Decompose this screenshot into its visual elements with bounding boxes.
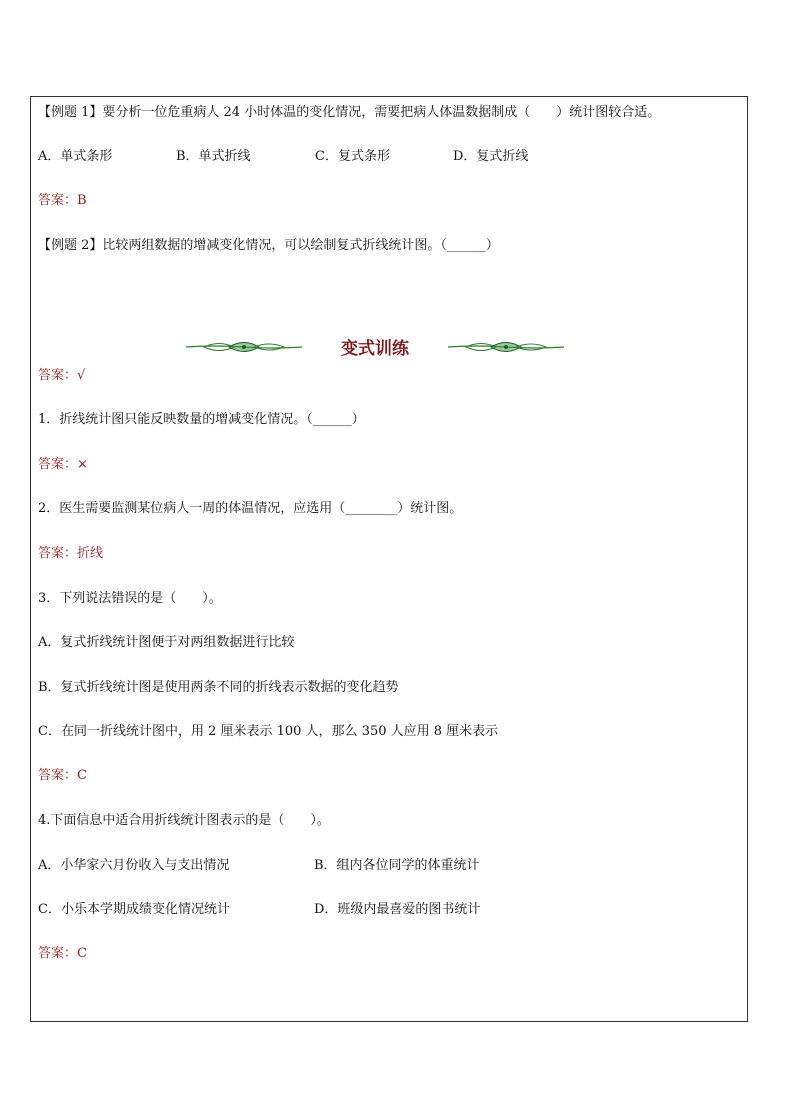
q1-question: 1．折线统计图只能反映数量的增减变化情况。（______） [38,412,365,427]
q3-answer: 答案：C [38,768,87,783]
q3-option-a: A．复式折线统计图便于对两组数据进行比较 [38,635,295,650]
right-vine-ornament-icon [446,338,566,356]
q4-option-a: A．小华家六月份收入与支出情况 [38,858,230,873]
q4-answer: 答案：C [38,946,87,961]
q2-answer: 答案：折线 [38,546,104,561]
example1-option-b: B．单式折线 [176,149,251,164]
example1-question: 【例题 1】要分析一位危重病人 24 小时体温的变化情况，需要把病人体温数据制成（ ）统计图较合适。 [38,105,661,120]
q4-option-d: D．班级内最喜爱的图书统计 [314,902,481,917]
q4-question: 4.下面信息中适合用折线统计图表示的是（ ）。 [38,813,330,828]
q4-option-c: C．小乐本学期成绩变化情况统计 [38,902,230,917]
content-frame [30,96,748,1022]
q4-option-b: B．组内各位同学的体重统计 [314,858,480,873]
example1-answer: 答案：B [38,193,87,208]
section-title: 变式训练 [341,339,409,359]
q3-question: 3．下列说法错误的是（ ）。 [38,591,222,606]
q2-question: 2．医生需要监测某位病人一周的体温情况，应选用（________）统计图。 [38,501,463,516]
q4-options-row1 [38,857,538,875]
q3-option-b: B．复式折线统计图是使用两条不同的折线表示数据的变化趋势 [38,680,399,695]
example2-answer: 答案：√ [38,368,86,383]
example1-options [38,148,558,166]
example2-question: 【例题 2】比较两组数据的增减变化情况，可以绘制复式折线统计图。（______） [38,238,499,253]
section-divider [180,330,570,364]
q1-answer: 答案：× [38,457,88,472]
example1-option-d: D．复式折线 [453,149,529,164]
example1-option-c: C．复式条形 [315,149,390,164]
q3-option-c: C．在同一折线统计图中，用 2 厘米表示 100 人，那么 350 人应用 8 厘米表示 [38,724,499,739]
example1-option-a: A．单式条形 [38,149,113,164]
q4-options-row2 [38,901,538,919]
